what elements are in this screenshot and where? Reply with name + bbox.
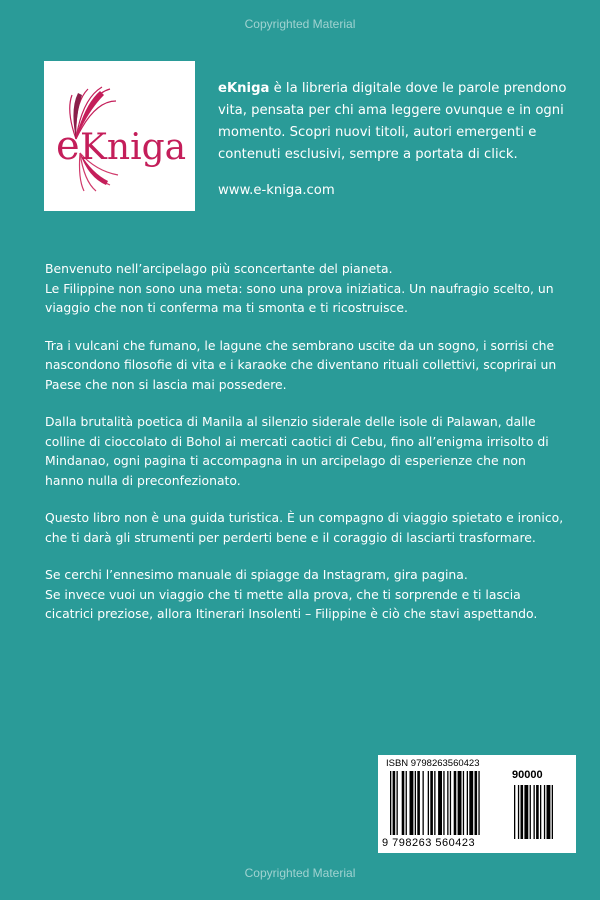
watermark-top: Copyrighted Material <box>244 17 356 31</box>
logo-word: Kniga <box>80 127 187 168</box>
ean-digits: 9 798263 560423 <box>382 837 476 849</box>
back-cover-blurb <box>45 259 565 642</box>
paragraph-1: Benvenuto nell’arcipelago più sconcertante del pianeta. Le Filippine non sono una meta: sono una prova iniziatica. Un naufragio scelto, un viaggio che non ti conferma ma ti smonta e ti ricostruisce. <box>45 261 554 315</box>
barcode-bars <box>386 771 568 841</box>
isbn-barcode <box>378 755 576 853</box>
website-link[interactable]: www.e-kniga.com <box>218 183 335 198</box>
paragraph-4: Questo libro non è una guida turistica. È un compagno di viaggio spietato e ironico, che ti darà gli strumenti per perderti bene e il coraggio di lasciarti trasformare. <box>45 510 564 545</box>
paragraph-2: Tra i vulcani che fumano, le lagune che sembrano uscite da un sogno, i sorrisi che nascondono filosofie di vita e i karaoke che diventano rituali collettivi, scoprirai un Paese che non si lascia mai possedere. <box>45 337 557 392</box>
ekniga-logo <box>44 61 195 211</box>
logo-letter-e: e <box>56 123 80 169</box>
price-code: 90000 <box>512 769 543 781</box>
paragraph-5: Se cerchi l’ennesimo manuale di spiagge da Instagram, gira pagina. Se invece vuoi un viaggio che ti mette alla prova, che ti sorprende e ti lascia cicatrici preziose, allora Itinerari Insolenti – Filippine è ciò che stavi aspettando. <box>45 567 538 621</box>
paragraph-3: Dalla brutalità poetica di Manila al silenzio siderale delle isole di Palawan, dalle colline di cioccolato di Bohol ai mercati caotici di Cebu, fino all’enigma irrisolto di Mindanao, ogni pagina ti accompagna in un arcipelago di esperienze che non hanno nulla di preconfezionato. <box>45 414 549 488</box>
isbn-label: ISBN 9798263560423 <box>386 758 480 769</box>
watermark-bottom: Copyrighted Material <box>244 866 356 880</box>
intro-text <box>218 78 568 202</box>
brand-description: è la libreria digitale dove le parole prendono vita, pensata per chi ama leggere ovunque e in ogni momento. Scopri nuovi titoli, autori emergenti e contenuti esclusivi, sempre a portata di click. <box>218 81 567 162</box>
brand-name: eKniga <box>218 81 270 96</box>
